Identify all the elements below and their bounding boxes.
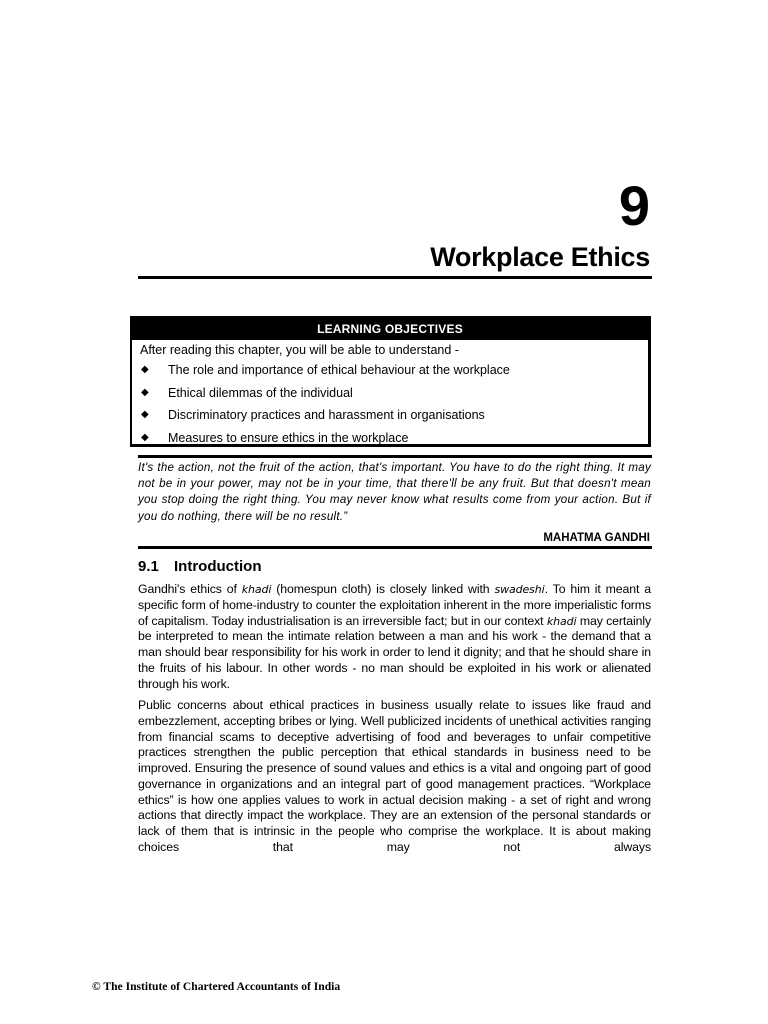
emphasized-term: swadeshi bbox=[494, 583, 545, 596]
list-item bbox=[132, 404, 648, 427]
paragraph: Public concerns about ethical practices in business usually relate to issues like fraud and embezzlement, accepting bribes or lying. Well publicized incidents of unethical activities ranging from financial scams to deceptive advertising of food and beverages to unfair competitive practices strengthen the public perception that ethical standards in business need to be improved. Ensuring the presence of sound values and ethics is a vital and ongoing part of good governance in organizations and an integral part of good management practices. “Workplace ethics” is how one applies values to work in actual decision making - a set of right and wrong actions that directly impact the workplace. They are an extension of the personal standards or lack of them that is intrinsic in the people who comprise the workplace. It is about making choices that may not always bbox=[138, 698, 651, 854]
objective-text: Discriminatory practices and harassment in organisations bbox=[168, 408, 485, 422]
paragraph-introduction-2 bbox=[138, 698, 651, 856]
objective-text: Ethical dilemmas of the individual bbox=[168, 385, 353, 400]
quote-bottom-rule bbox=[138, 546, 652, 549]
title-divider bbox=[138, 276, 652, 279]
chapter-title: Workplace Ethics bbox=[430, 242, 650, 272]
learning-objectives-box bbox=[130, 316, 651, 447]
learning-objectives-header: LEARNING OBJECTIVES bbox=[132, 318, 648, 340]
learning-objectives-intro: After reading this chapter, you will be able to understand - bbox=[140, 343, 459, 357]
section-number: 9.1 bbox=[138, 558, 159, 575]
list-item bbox=[132, 427, 648, 450]
diamond-bullet-icon: ◆ bbox=[141, 386, 149, 398]
objective-text: Measures to ensure ethics in the workplace bbox=[168, 430, 409, 445]
list-item bbox=[132, 382, 648, 405]
chapter-number: 9 bbox=[618, 174, 650, 237]
diamond-bullet-icon: ◆ bbox=[141, 409, 149, 420]
quote-author: MAHATMA GANDHI bbox=[543, 532, 650, 544]
text-run: (homespun cloth) is closely linked with bbox=[271, 582, 495, 596]
paragraph bbox=[138, 582, 651, 692]
section-title: Introduction bbox=[174, 558, 262, 575]
text-run: . To him it meant a specific form of home-industry to counter the exploitation inherent in the more imperialistic forms of capitalism. Today industrialisation is an irreversible fact; but in our context bbox=[138, 582, 651, 628]
learning-objectives-list bbox=[132, 359, 648, 449]
emphasized-term: khadi bbox=[546, 614, 577, 628]
text-run: Gandhi's ethics of bbox=[138, 582, 242, 596]
text-run: may certainly be interpreted to mean the intimate relation between a man and his work - the demand that a man should bear responsibility for his work in order to lend it dignity; and that he should share in the fruits of his labour. In other words - no man should be exploited in his work or alienated through his work. bbox=[138, 613, 651, 691]
list-item bbox=[132, 359, 648, 382]
diamond-bullet-icon: ◆ bbox=[141, 431, 149, 443]
section-heading bbox=[138, 557, 261, 577]
epigraph-quote: It's the action, not the fruit of the action, that's important. You have to do the right thing. It may not be in your power, may not be in your time, that there'll be any fruit. But that doesn't mean you stop doing the right thing. You may never know what results come from your action. But if you do nothing, there will be no result.” bbox=[138, 461, 651, 523]
emphasized-term: khadi bbox=[241, 583, 272, 596]
objective-text: The role and importance of ethical behaviour at the workplace bbox=[168, 363, 510, 377]
paragraph-introduction-1 bbox=[138, 582, 651, 692]
copyright-footer: © The Institute of Chartered Accountants of India bbox=[92, 980, 341, 993]
diamond-bullet-icon: ◆ bbox=[141, 364, 149, 375]
quote-top-rule bbox=[138, 455, 652, 458]
